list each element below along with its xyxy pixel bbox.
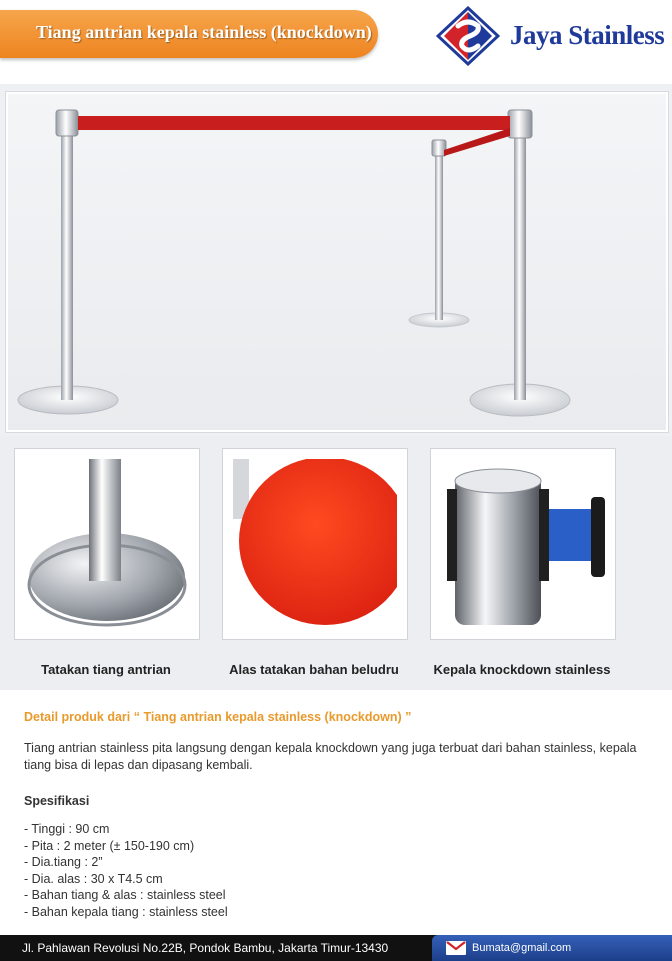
brand-name: Jaya Stainless <box>510 20 665 50</box>
page-title: Tiang antrian kepala stainless (knockdown) <box>36 22 372 42</box>
thumbnail-caption: Tatakan tiang antrian <box>41 662 171 677</box>
footer-email-link[interactable] <box>432 935 672 961</box>
spec-list <box>24 821 228 921</box>
footer <box>0 935 672 961</box>
spec-item: - Pita : 2 meter (± 150-190 cm) <box>24 838 228 855</box>
thumbnail-caption: Alas tatakan bahan beludru <box>229 662 399 677</box>
velvet-photo <box>233 459 397 629</box>
spec-item: - Tinggi : 90 cm <box>24 821 228 838</box>
thumbnail-velvet[interactable] <box>222 448 408 640</box>
detail-thumbnails <box>0 436 672 690</box>
title-banner <box>0 10 378 58</box>
detail-heading: Detail produk dari “ Tiang antrian kepala stainless (knockdown) ” <box>24 710 412 724</box>
hero-section <box>0 84 672 436</box>
thumbnail-caption: Kepala knockdown stainless <box>433 662 611 677</box>
thumbnail-base[interactable] <box>14 448 200 640</box>
thumbnail-head[interactable] <box>430 448 616 640</box>
product-description: Tiang antrian stainless pita langsung dengan kepala knockdown yang juga terbuat dari bahan stainless, kepala tiang bisa di lepas dan dipasang kembali. <box>24 741 637 772</box>
spec-item: - Bahan tiang & alas : stainless steel <box>24 887 228 904</box>
product-detail <box>0 690 672 935</box>
hero-image <box>6 92 668 432</box>
mail-icon <box>446 941 466 955</box>
head-photo <box>441 459 605 629</box>
jaya-stainless-logo-icon <box>436 6 500 66</box>
spec-heading: Spesifikasi <box>24 794 90 808</box>
spec-item: - Dia.tiang : 2” <box>24 854 228 871</box>
base-photo <box>25 459 189 629</box>
header <box>0 0 672 84</box>
footer-address: Jl. Pahlawan Revolusi No.22B, Pondok Bambu, Jakarta Timur-13430 <box>22 941 389 955</box>
brand-logo[interactable] <box>436 6 664 66</box>
spec-item: - Bahan kepala tiang : stainless steel <box>24 904 228 921</box>
footer-email: Bumata@gmail.com <box>472 942 572 954</box>
spec-item: - Dia. alas : 30 x T4.5 cm <box>24 871 228 888</box>
